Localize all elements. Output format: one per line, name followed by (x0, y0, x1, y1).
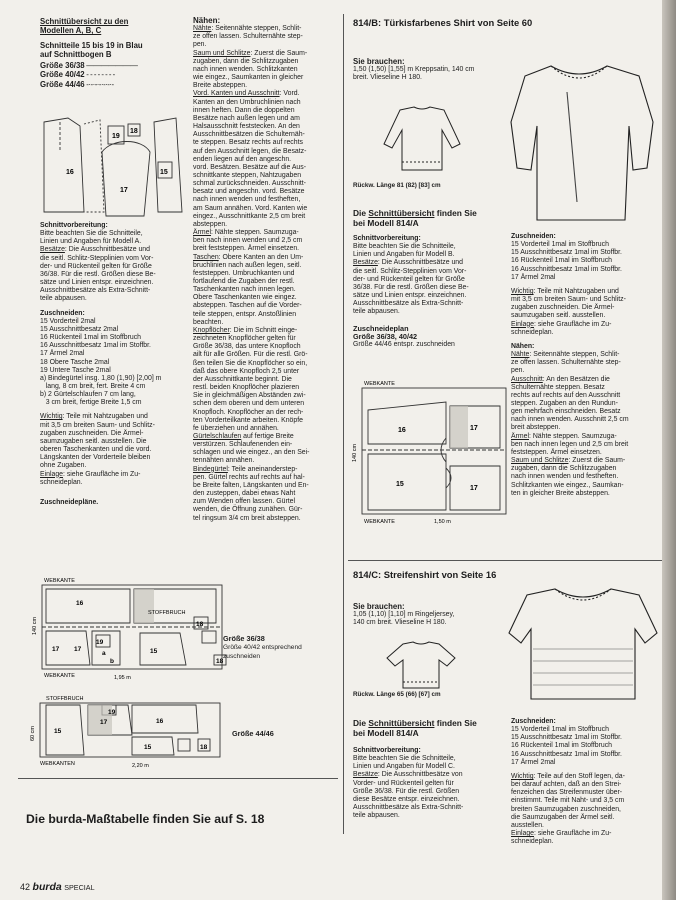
plan1-webkante: WEBKANTE (44, 578, 75, 584)
left-prep-line-9: teile abpausen. (40, 295, 87, 303)
814b-prep-line-9: teile abpausen. (353, 308, 400, 316)
814b-need-heading: Sie brauchen: (353, 57, 405, 66)
814b-plan-piece-17a: 17 (470, 425, 478, 432)
left-prep-heading: Schnittvorbereitung: (40, 222, 108, 229)
size-line-pattern: - - - - - - - - (84, 70, 115, 80)
left-cut-line-8: a) Bindegürtel insg. 1,80 (1,90) [2,00] m (40, 374, 162, 382)
plan2-webkanten: WEBKANTEN (40, 761, 75, 767)
814b-back-length: Rückw. Länge 81 (82) [83] cm (353, 182, 441, 189)
cutting-plan-2 (28, 693, 228, 769)
left-note-line-9: schneideplan. (40, 478, 83, 486)
814b-overview-part-1: Die (353, 208, 369, 218)
814b-cut-line-5: 17 Ärmel 2mal (511, 273, 556, 281)
middle-sewing-line-50: fe überziehen und annähen. (193, 424, 279, 432)
814b-cut-line-4: 16 Ausschnittbesatz 1mal im Stoffbr. (511, 265, 622, 273)
overview-title-line-1: Schnittübersicht zu den (40, 17, 129, 26)
814b-prep-line-8: Ausschnittbesätze als Extra-Schnitt- (353, 300, 464, 308)
814b-need-block (353, 58, 503, 82)
middle-sewing-line-46: Sie in gleichmäßigen Abständen zwi- (193, 392, 306, 400)
middle-sewing-line-61: tel ringsum 3/4 cm breit absteppen. (193, 514, 301, 522)
814b-cut-heading: Zuschneiden: (511, 233, 556, 240)
middle-sewing-line-23: am Saum annähen. Vord. Kanten wie (193, 204, 308, 212)
middle-sewing-line-5: zugaben, dann die Schlitzzugaben (193, 57, 299, 65)
814c-need-block (353, 603, 503, 627)
plan1-piece-17b: 17 (74, 646, 82, 653)
814b-back-sketch (380, 104, 464, 176)
column-divider (343, 14, 344, 834)
plan1-sub-2: zuschneiden (223, 653, 261, 660)
left-cut-line-11: 3 cm breit, fertige Breite 1,5 cm (40, 399, 142, 407)
814b-sew-line-13: feststeppen. Ärmel einsetzen. (511, 448, 602, 456)
814b-prep-line-5: der- und Rückenteil gelten für Größe (353, 275, 465, 283)
left-cut-line-2: 15 Ausschnittbesatz 2mal (40, 325, 119, 333)
left-prep-text (40, 230, 186, 303)
size-line-3 (40, 80, 137, 89)
brand-special: SPECIAL (64, 883, 95, 892)
plan2-piece-16: 16 (156, 718, 164, 725)
plan1-piece-15: 15 (150, 648, 158, 655)
piece-number-16: 16 (66, 169, 74, 176)
middle-sewing-line-31: feststeppen. Umbruchkanten und (193, 269, 295, 277)
size-line-1 (40, 61, 137, 70)
plan1-piece-18b: 18 (216, 658, 224, 665)
814b-sew-line-16: nach innen wenden und festheften. (511, 473, 619, 481)
814c-note-line-4: einstimmt. Teile mit Naht- und 3,5 cm (511, 797, 625, 805)
plan1-piece-18: 18 (196, 621, 204, 628)
middle-sewing-line-19: schnittkante steppen, Nahtzugaben (193, 171, 302, 179)
left-prep-block (40, 222, 186, 507)
pattern-overview-drawing (40, 112, 185, 222)
middle-sewing-line-45: restl. beiden Knopflöcher plazieren (193, 384, 300, 392)
size-line-pattern: ——————— (84, 61, 138, 70)
814b-front-sketch (507, 52, 657, 230)
814b-prep-line-6: 36/38. Für die restl. Größen diese Be- (353, 283, 469, 291)
left-note-line-6: Längskanten der Vorderteile bleiben (40, 454, 151, 462)
814c-prep-line-7: Ausschnittbesätze als Extra-Schnitt- (353, 804, 464, 812)
middle-sewing-line-30: bruchlinien nach außen legen, seitl. (193, 261, 302, 269)
814b-note-line-4: saumzugaben seitl. ausstellen. (511, 312, 606, 320)
left-prep-line-3: Besätze: Die Ausschnittbesätze und (40, 246, 150, 254)
middle-sewing-line-13: Halsausschnitt feststecken. An den (193, 123, 300, 131)
middle-sewing-line-42: ßen teilen Sie die Knopflöcher so ein, (193, 359, 308, 367)
814c-note-line-2: bei darauf achten, daß an den Strei- (511, 781, 622, 789)
814b-sew-line-10: breit absteppen. (511, 424, 561, 432)
814c-prep-line-6: diese Besätze entspr. einzeichnen. (353, 795, 460, 803)
middle-sewing-line-38: Knopflöcher: Die im Schnitt einge- (193, 326, 298, 334)
brand-logo: burda (32, 881, 62, 893)
left-cut-text (40, 318, 186, 408)
814b-plan-sub: Größe 44/46 entspr. zuschneiden (353, 340, 455, 348)
left-prep-line-6: 36/38. Für die restl. Größen diese Be- (40, 270, 156, 278)
814c-right-text (511, 718, 657, 846)
piece-number-17: 17 (120, 187, 128, 194)
plan2-piece-19: 19 (108, 709, 116, 716)
814b-prep-line-4: die seitl. Schlitz-Stepplinien vom Vor- (353, 267, 467, 275)
middle-sewing-line-3: pen. (193, 41, 207, 49)
middle-sewing-line-2: ze offen lassen. Schulternähte step- (193, 33, 303, 41)
left-prep-line-5: der- und Rückenteil gelten für Größe (40, 262, 152, 270)
size-line-label: Größe 36/38 (40, 61, 85, 70)
middle-sewing-line-52: verstürzen. Schlaufenenden ein- (193, 441, 293, 449)
model-814b-title: 814/B: Türkisfarbenes Shirt von Seite 60 (353, 17, 533, 28)
814b-cut-line-2: 15 Ausschnittbesatz 1mal im Stoffbr. (511, 249, 622, 257)
plan1-size: Größe 36/38 (223, 634, 265, 643)
814c-prep-line-1: Bitte beachten Sie die Schnitteile, (353, 755, 456, 763)
piece-number-15: 15 (160, 169, 168, 176)
middle-sewing-line-22: nach innen wenden und festheften, (193, 196, 301, 204)
middle-sewing-line-25: absteppen. (193, 220, 228, 228)
plan2-size: Größe 44/46 (232, 729, 274, 738)
814c-note-line-1: Wichtig: Teile auf den Stoff legen, da- (511, 772, 625, 780)
814b-sew-line-8: gen mehrfach einschneiden. Besatz (511, 408, 621, 416)
814b-need-line-2: breit. Vlieseline H 180. (353, 74, 422, 82)
814b-sew-line-9: nach innen wenden. Ausschnitt 2,5 cm (511, 416, 629, 424)
814b-prep-line-1: Bitte beachten Sie die Schnitteile, (353, 243, 456, 251)
middle-sewing-line-41: ailt für alle Größen. Für die restl. Grö- (193, 351, 308, 359)
814b-right-text (511, 233, 657, 498)
814b-note-line-3: zugaben zuschneiden. Die Ärmel- (511, 304, 615, 312)
814c-prep-line-5: Größe 36/38. Für die restl. Größen (353, 787, 460, 795)
middle-sewing-line-47: schen dem oberen und dem unteren (193, 400, 305, 408)
left-cut-line-7: 19 Untere Tasche 2mal (40, 366, 111, 374)
left-prep-line-8: Ausschnittbesätze als Extra-Schnitt- (40, 287, 151, 295)
814b-sew-line-3: pen. (511, 367, 525, 375)
814b-prep-line-2: Linien und Angaben für Modell B. (353, 251, 455, 259)
middle-sewing-line-8: Breite absteppen. (193, 82, 248, 90)
middle-sewing-line-16: auf den Ausschnitt legen, die Besatz- (193, 147, 307, 155)
middle-sewing-line-4: Saum und Schlitze: Zuerst die Saum- (193, 49, 308, 57)
814b-overview (353, 208, 503, 349)
middle-sewing-line-14: Ausschnittbesätzen die Schulternäh- (193, 131, 305, 139)
814b-plan-width: 1,50 m (434, 519, 451, 525)
814b-sew-line-4: Ausschnitt: An den Besätzen die (511, 375, 610, 383)
middle-sewing-line-44: der Ausschnittkante beginnt. Die (193, 375, 292, 383)
left-note-line-4: saumzugaben seitl. ausstellen. Die (40, 437, 147, 445)
middle-sewing-line-56: pen. Gürtel rechts auf rechts auf hal- (193, 473, 305, 481)
left-prep-line-7: sätze und Linien entspr. einzeichnen. (40, 279, 154, 287)
middle-sewing-line-55: Bindegürtel: Teile aneinanderstep- (193, 465, 298, 473)
middle-sewing-line-15: te steppen. Besatz rechts auf rechts (193, 139, 303, 147)
814b-plan-webkante: WEBKANTE (364, 381, 395, 387)
size-line-legend (40, 61, 137, 89)
middle-sewing-line-43: daß das obere Knopfloch 2,5 unter (193, 367, 300, 375)
814c-cut-heading: Zuschneiden: (511, 718, 556, 725)
size-line-pattern: -·-·-·-·-·-·- (84, 79, 114, 89)
plan2-piece-15: 15 (54, 728, 62, 735)
814b-sew-line-7: steppen. Zugaben an den Rundun- (511, 399, 618, 407)
814c-note-line-9: schneideplan. (511, 838, 554, 846)
814c-prep-line-3: Besätze: Die Ausschnittbesätze von (353, 771, 463, 779)
left-note-line-8: Einlage: siehe Graufläche im Zu- (40, 470, 141, 478)
814b-cut-text (511, 241, 657, 282)
814c-prep-text (353, 755, 503, 820)
left-cut-line-4: 16 Ausschnittbesatz 1mal im Stoffbr. (40, 342, 151, 350)
page-edge-shadow (662, 0, 676, 900)
left-prep-line-1: Bitte beachten Sie die Schnitteile, (40, 230, 143, 238)
814c-back-sketch (383, 640, 459, 692)
814b-prep-line-7: sätze und Linien entspr. einzeichnen. (353, 292, 467, 300)
814b-note-text (511, 288, 657, 337)
814b-plan-height: 140 cm (352, 443, 358, 462)
left-note-line-7: ohne Zugaben. (40, 462, 87, 470)
814c-overview-part-2: finden Sie (434, 718, 477, 728)
814b-overview-part-3: bei Modell 814/A (353, 218, 419, 228)
piece-number-19: 19 (112, 133, 120, 140)
814c-cut-line-4: 16 Ausschnittbesatz 1mal im Stoffbr. (511, 750, 622, 758)
814b-prep-text (353, 243, 503, 316)
814b-plan-heading: Zuschneideplan (353, 323, 409, 333)
middle-sewing-line-24: eingez., Ausschnittkante 2,5 cm breit (193, 212, 306, 220)
middle-sewing-line-35: absteppen. Taschen auf die Vorder- (193, 302, 302, 310)
plan2-width: 2,20 m (132, 763, 149, 769)
plan1-height: 140 cm (32, 616, 38, 635)
overview-title (40, 17, 128, 36)
middle-sewing-line-53: schlagen und wie eingez., an den Sei- (193, 449, 310, 457)
sheet-info (40, 41, 143, 60)
814b-sew-text (511, 351, 657, 498)
plan1-piece-a: a (102, 650, 106, 657)
left-prep-line-4: die seitl. Schlitz-Stepplinien vom Vor- (40, 254, 154, 262)
814b-note-line-5: Einlage: siehe Graufläche im Zu- (511, 320, 612, 328)
814b-note-line-1: Wichtig: Teile mit Nahtzugaben und (511, 287, 619, 295)
814c-cut-text (511, 726, 657, 767)
middle-sewing-line-48: Knopfloch. Knopflöcher an der rech- (193, 408, 304, 416)
left-cut-line-9: lang, 8 cm breit, fert. Breite 4 cm (40, 382, 146, 390)
size-line-label: Größe 44/46 (40, 79, 85, 89)
left-cut-line-1: 15 Vorderteil 2mal (40, 317, 96, 325)
814b-sew-line-11: Ärmel: Nähte steppen. Saumzuga- (511, 432, 617, 440)
middle-sewing-line-7: wie eingez., Saumkanten in gleicher (193, 74, 304, 82)
left-note-line-1: Wichtig: Teile mit Nahtzugaben und (40, 413, 148, 421)
814b-sew-line-6: rechts auf rechts auf den Ausschnitt (511, 391, 621, 399)
section-divider (348, 560, 662, 561)
plan2-piece-15b: 15 (144, 744, 152, 751)
814b-sew-line-17: Schlitzkanten wie eingez., Saumkan- (511, 481, 624, 489)
middle-sewing-line-40: Größe 36/38, das untere Knopfloch (193, 343, 301, 351)
814b-cut-line-1: 15 Vorderteil 1mal im Stoffbruch (511, 241, 609, 249)
middle-sewing-line-51: Gürtelschlaufen auf fertige Breite (193, 432, 294, 440)
size-chart-banner: Die burda-Maßtabelle finden Sie auf S. 18 (26, 812, 265, 826)
814c-need-line-2: 140 cm breit. Vlieseline H 180. (353, 619, 447, 627)
left-prep-line-2: Linien und Angaben für Modell A. (40, 238, 142, 246)
814c-cut-line-2: 15 Ausschnittbesatz 1mal im Stoffbr. (511, 734, 622, 742)
middle-sewing-heading: Nähen: (193, 16, 221, 25)
814b-plan-size: Größe 36/38, 40/42 (353, 331, 418, 341)
middle-sewing-line-33: Taschenkanten nach innen legen. (193, 286, 296, 294)
814c-cut-line-3: 16 Rückenteil 1mal im Stoffbruch (511, 742, 612, 750)
814b-sew-line-12: ben nach innen legen und 2,5 cm breit (511, 440, 629, 448)
814c-prep-heading: Schnittvorbereitung: (353, 747, 421, 754)
middle-sewing-line-59: zum Wenden offen lassen. Gürtel (193, 498, 296, 506)
plan1-piece-19: 19 (96, 639, 104, 646)
left-note-line-5: oberen Taschenkanten und die vord. (40, 446, 152, 454)
814b-sew-line-2: ze offen lassen. Schulternähte step- (511, 359, 621, 367)
814c-overview-link: Schnittübersicht (368, 718, 435, 728)
middle-sewing-line-28: breit feststeppen. Ärmel einsetzen. (193, 245, 300, 253)
middle-sewing-line-36: teile steppen, entspr. Anstoßlinien (193, 310, 297, 318)
page-number: 42 (20, 882, 31, 892)
814b-note-line-2: mit 3,5 cm breiten Saum- und Schlitz- (511, 296, 626, 304)
plan1-width: 1,95 m (114, 675, 131, 681)
814c-overview-part-3: bei Modell 814/A (353, 728, 419, 738)
814b-plan-piece-16: 16 (398, 427, 406, 434)
814b-sew-heading: Nähen: (511, 342, 535, 350)
814c-note-line-6: die Saumzugaben der Ärmel seitl. (511, 813, 615, 821)
814c-need-line-1: 1,05 (1,10) [1,10] m Ringeljersey, (353, 611, 455, 619)
middle-sewing-line-37: beachten. (193, 318, 224, 326)
plan2-height: 60 cm (30, 726, 36, 741)
middle-sewing-line-11: innen heften. Dann die doppelten (193, 106, 295, 114)
plan2-piece-18: 18 (200, 744, 208, 751)
814b-plan-piece-15: 15 (396, 481, 404, 488)
middle-sewing-text (193, 25, 339, 523)
814c-note-line-8: Einlage: siehe Graufläche im Zu- (511, 830, 612, 838)
814c-prep-line-8: teile abpausen. (353, 812, 400, 820)
left-note-line-3: zugaben zuschneiden. Die Ärmel- (40, 429, 144, 437)
plan1-stoffbruch: STOFFBRUCH (148, 610, 186, 616)
814c-need-heading: Sie brauchen: (353, 602, 405, 611)
middle-sewing-line-21: besatz und angeschn. vord. Besätze (193, 188, 305, 196)
814c-left-text (353, 718, 503, 820)
left-cut-line-10: b) 2 Gürtelschlaufen 7 cm lang, (40, 391, 136, 399)
814c-back-length: Rückw. Länge 65 (66) [67] cm (353, 691, 441, 698)
size-line-2 (40, 70, 137, 79)
814c-overview-part-1: Die (353, 718, 369, 728)
middle-sewing-line-54: tennähten annähen. (193, 457, 255, 465)
middle-sewing-line-12: Besätze nach außen legen und am (193, 114, 300, 122)
page-footer (20, 881, 95, 893)
middle-sewing-line-26: Ärmel: Nähte steppen. Saumzuga- (193, 229, 299, 237)
814c-cut-line-5: 17 Ärmel 2mal (511, 758, 556, 766)
814b-need-line-1: 1,50 (1,50) [1,55] m Kreppsatin, 140 cm (353, 66, 475, 74)
left-note-text (40, 413, 186, 486)
sheet-info-line-2: auf Schnittbogen B (40, 50, 112, 60)
left-cut-heading: Zuschneiden: (40, 309, 85, 317)
middle-sewing-line-60: wenden, die Öffnung zunähen. Gür- (193, 506, 303, 514)
middle-sewing-line-57: be Breite falten, Längskanten und En- (193, 481, 309, 489)
814b-plan-webkante-bottom: WEBKANTE (364, 519, 395, 525)
814b-prep-heading: Schnittvorbereitung: (353, 235, 421, 242)
814c-note-line-3: fenzeichen das Streifenmuster über- (511, 789, 623, 797)
plan1-piece-16: 16 (76, 600, 84, 607)
814b-sew-line-14: Saum und Schlitze: Zuerst die Saum- (511, 457, 626, 465)
middle-sewing-line-18: vord. Besätzen. Besätze auf die Aus- (193, 163, 306, 171)
overview-title-line-2: Modellen A, B, C (40, 26, 102, 36)
plan1-webkante-bottom: WEBKANTE (44, 673, 75, 679)
middle-sewing-line-20: schmal zurückschneiden. Ausschnitt- (193, 180, 306, 188)
814b-plan-piece-17b: 17 (470, 485, 478, 492)
middle-sewing-line-29: Taschen: Obere Kanten an den Um- (193, 253, 304, 261)
size-line-label: Größe 40/42 (40, 70, 85, 80)
middle-sewing-block (193, 17, 339, 523)
814b-overview-part-2: finden Sie (434, 208, 477, 218)
814b-prep-line-3: Besätze: Die Ausschnittbesätze und (353, 259, 463, 267)
cutting-plans-heading: Zuschneidepläne. (40, 498, 99, 506)
814b-cutting-plan (350, 378, 510, 528)
plan1-piece-17a: 17 (52, 646, 60, 653)
footer-divider (18, 778, 338, 779)
middle-sewing-line-1: Nähte: Seitennähte steppen, Schlit- (193, 25, 302, 33)
814c-front-sketch (505, 579, 661, 707)
piece-number-18: 18 (130, 128, 138, 135)
814b-note-line-6: schneideplan. (511, 328, 554, 336)
middle-sewing-line-58: den zusteppen, dabei etwas Naht (193, 490, 296, 498)
814b-sew-line-1: Nähte: Seitennähte steppen, Schlit- (511, 351, 620, 359)
814b-cut-line-3: 16 Rückenteil 1mal im Stoffbruch (511, 257, 612, 265)
plan1-caption (223, 634, 302, 661)
left-cut-line-6: 18 Obere Tasche 2mal (40, 358, 110, 366)
814c-prep-line-2: Linien und Angaben für Modell C. (353, 763, 455, 771)
sheet-info-line-1: Schnitteile 15 bis 19 in Blau (40, 41, 143, 50)
814c-note-line-5: breiten Saumzugaben zuschneiden, (511, 805, 621, 813)
left-cut-line-5: 17 Ärmel 2mal (40, 350, 85, 358)
left-note-line-2: mit 3,5 cm breiten Saum- und Schlitz- (40, 421, 155, 429)
middle-sewing-line-9: Vord. Kanten und Ausschnitt: Vord. (193, 90, 300, 98)
814b-sew-line-15: zugaben, dann die Schlitzzugaben (511, 465, 617, 473)
plan1-piece-b: b (110, 658, 114, 665)
814c-prep-line-4: Vorder- und Rückenteil gelten für (353, 779, 454, 787)
814b-overview-link: Schnittübersicht (368, 208, 435, 218)
814c-cut-line-1: 15 Vorderteil 1mal im Stoffbruch (511, 726, 609, 734)
middle-sewing-line-6: nach innen wenden. Schlitzkanten (193, 65, 298, 73)
middle-sewing-line-10: Kanten an den Umbruchlinien nach (193, 98, 301, 106)
814b-sew-line-18: ten in gleicher Breite absteppen. (511, 489, 610, 497)
middle-sewing-line-27: ben nach innen wenden und 2,5 cm (193, 237, 303, 245)
814c-note-line-7: ausstellen. (511, 821, 544, 829)
middle-sewing-line-32: fortlaufend die Zugaben der restl. (193, 278, 295, 285)
plan2-piece-17: 17 (100, 719, 108, 726)
814c-note-text (511, 773, 657, 846)
model-814c-title: 814/C: Streifenshirt von Seite 16 (353, 569, 497, 580)
middle-sewing-line-17: enden liegen auf den angeschn. (193, 155, 292, 163)
plan2-stoffbruch: STOFFBRUCH (46, 696, 84, 702)
middle-sewing-line-34: Obere Taschenkanten wie eingez. (193, 294, 297, 302)
left-cut-line-3: 16 Rückenteil 1mal im Stoffbruch (40, 334, 141, 342)
814b-sew-line-5: Schulternähte steppen. Besatz (511, 383, 605, 391)
cutting-plan-1 (30, 575, 230, 683)
middle-sewing-line-39: zeichneten Knopflöcher gelten für (193, 335, 296, 343)
plan1-sub-1: Größe 40/42 entsprechend (223, 644, 302, 651)
middle-sewing-line-49: ten Vorderteilkante arbeiten. Knöpfe (193, 416, 303, 424)
